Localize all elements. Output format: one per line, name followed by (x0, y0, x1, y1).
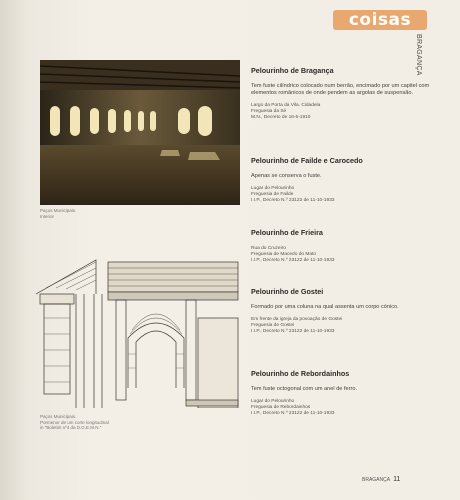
entry-title: Pelourinho de Bragança (251, 66, 334, 75)
badge-text: coisas (348, 10, 412, 30)
entry-frieira (251, 228, 431, 264)
entry-title: Pelourinho de Failde e Carocedo (251, 156, 363, 165)
entry-meta: Lugar do Pelourinho Freguesia de Rebordainhos I.I.P., Decreto N.º 23122 de 11-10-1933 (251, 399, 335, 416)
page-number: 11 (393, 476, 401, 483)
side-label: BRAGANÇA (415, 34, 422, 76)
entry-description: Tem fuste octogonal com um anel de ferro. (251, 386, 358, 392)
drawing-caption: Paços Municipais. Pormenor de um corte longitudinal in "Boletim nº4 da D.G.E.M.N." (40, 414, 109, 430)
architectural-drawing (36, 258, 240, 408)
page-footer (362, 476, 400, 483)
entry-description: Apenas se conserva o fuste. (251, 173, 322, 179)
entry-meta: Rua do Cruzeiro Freguesia de Macedo do Mato I.I.P., Decreto N.º 23122 de 11-10-1933 (251, 246, 335, 263)
photo-caption: Paços Municipais. Interior (40, 208, 77, 219)
entry-failde-carocedo (251, 156, 431, 204)
entry-meta: Em frente da igreja da povoação de Gostei Freguesia de Gostei I.I.P., Decreto N.º 23122 de 11-10-1933 (251, 317, 343, 334)
cross-section-sketch (36, 258, 240, 408)
entry-rebordainhos (251, 369, 431, 417)
entry-description: Formado por uma coluna na qual assenta um corpo cónico. (251, 304, 399, 310)
entry-description: Tem fuste cilíndrico colocado num berrão, encimado por um capitel com elementos românicos de onde pendem as argolas de suspensão. (251, 83, 430, 96)
entry-title: Pelourinho de Gostei (251, 287, 324, 296)
entry-title: Pelourinho de Frieira (251, 228, 323, 237)
interior-photo (40, 60, 240, 205)
entry-braganca (251, 66, 431, 121)
footer-label: BRAGANÇA (362, 477, 391, 483)
entry-gostei (251, 287, 431, 335)
entry-title: Pelourinho de Rebordainhos (251, 369, 350, 378)
section-badge (333, 10, 427, 30)
entry-meta: Lugar do Pelourinho Freguesia de Failde I.I.P., Decreto N.º 23122 de 11-10-1933 (251, 186, 335, 203)
entry-meta: Largo da Porta da Vila. Cidadela Freguesia da Sé M.N., Decreto de 16-6-1910 (251, 103, 321, 120)
interior-photo-image (40, 60, 240, 205)
